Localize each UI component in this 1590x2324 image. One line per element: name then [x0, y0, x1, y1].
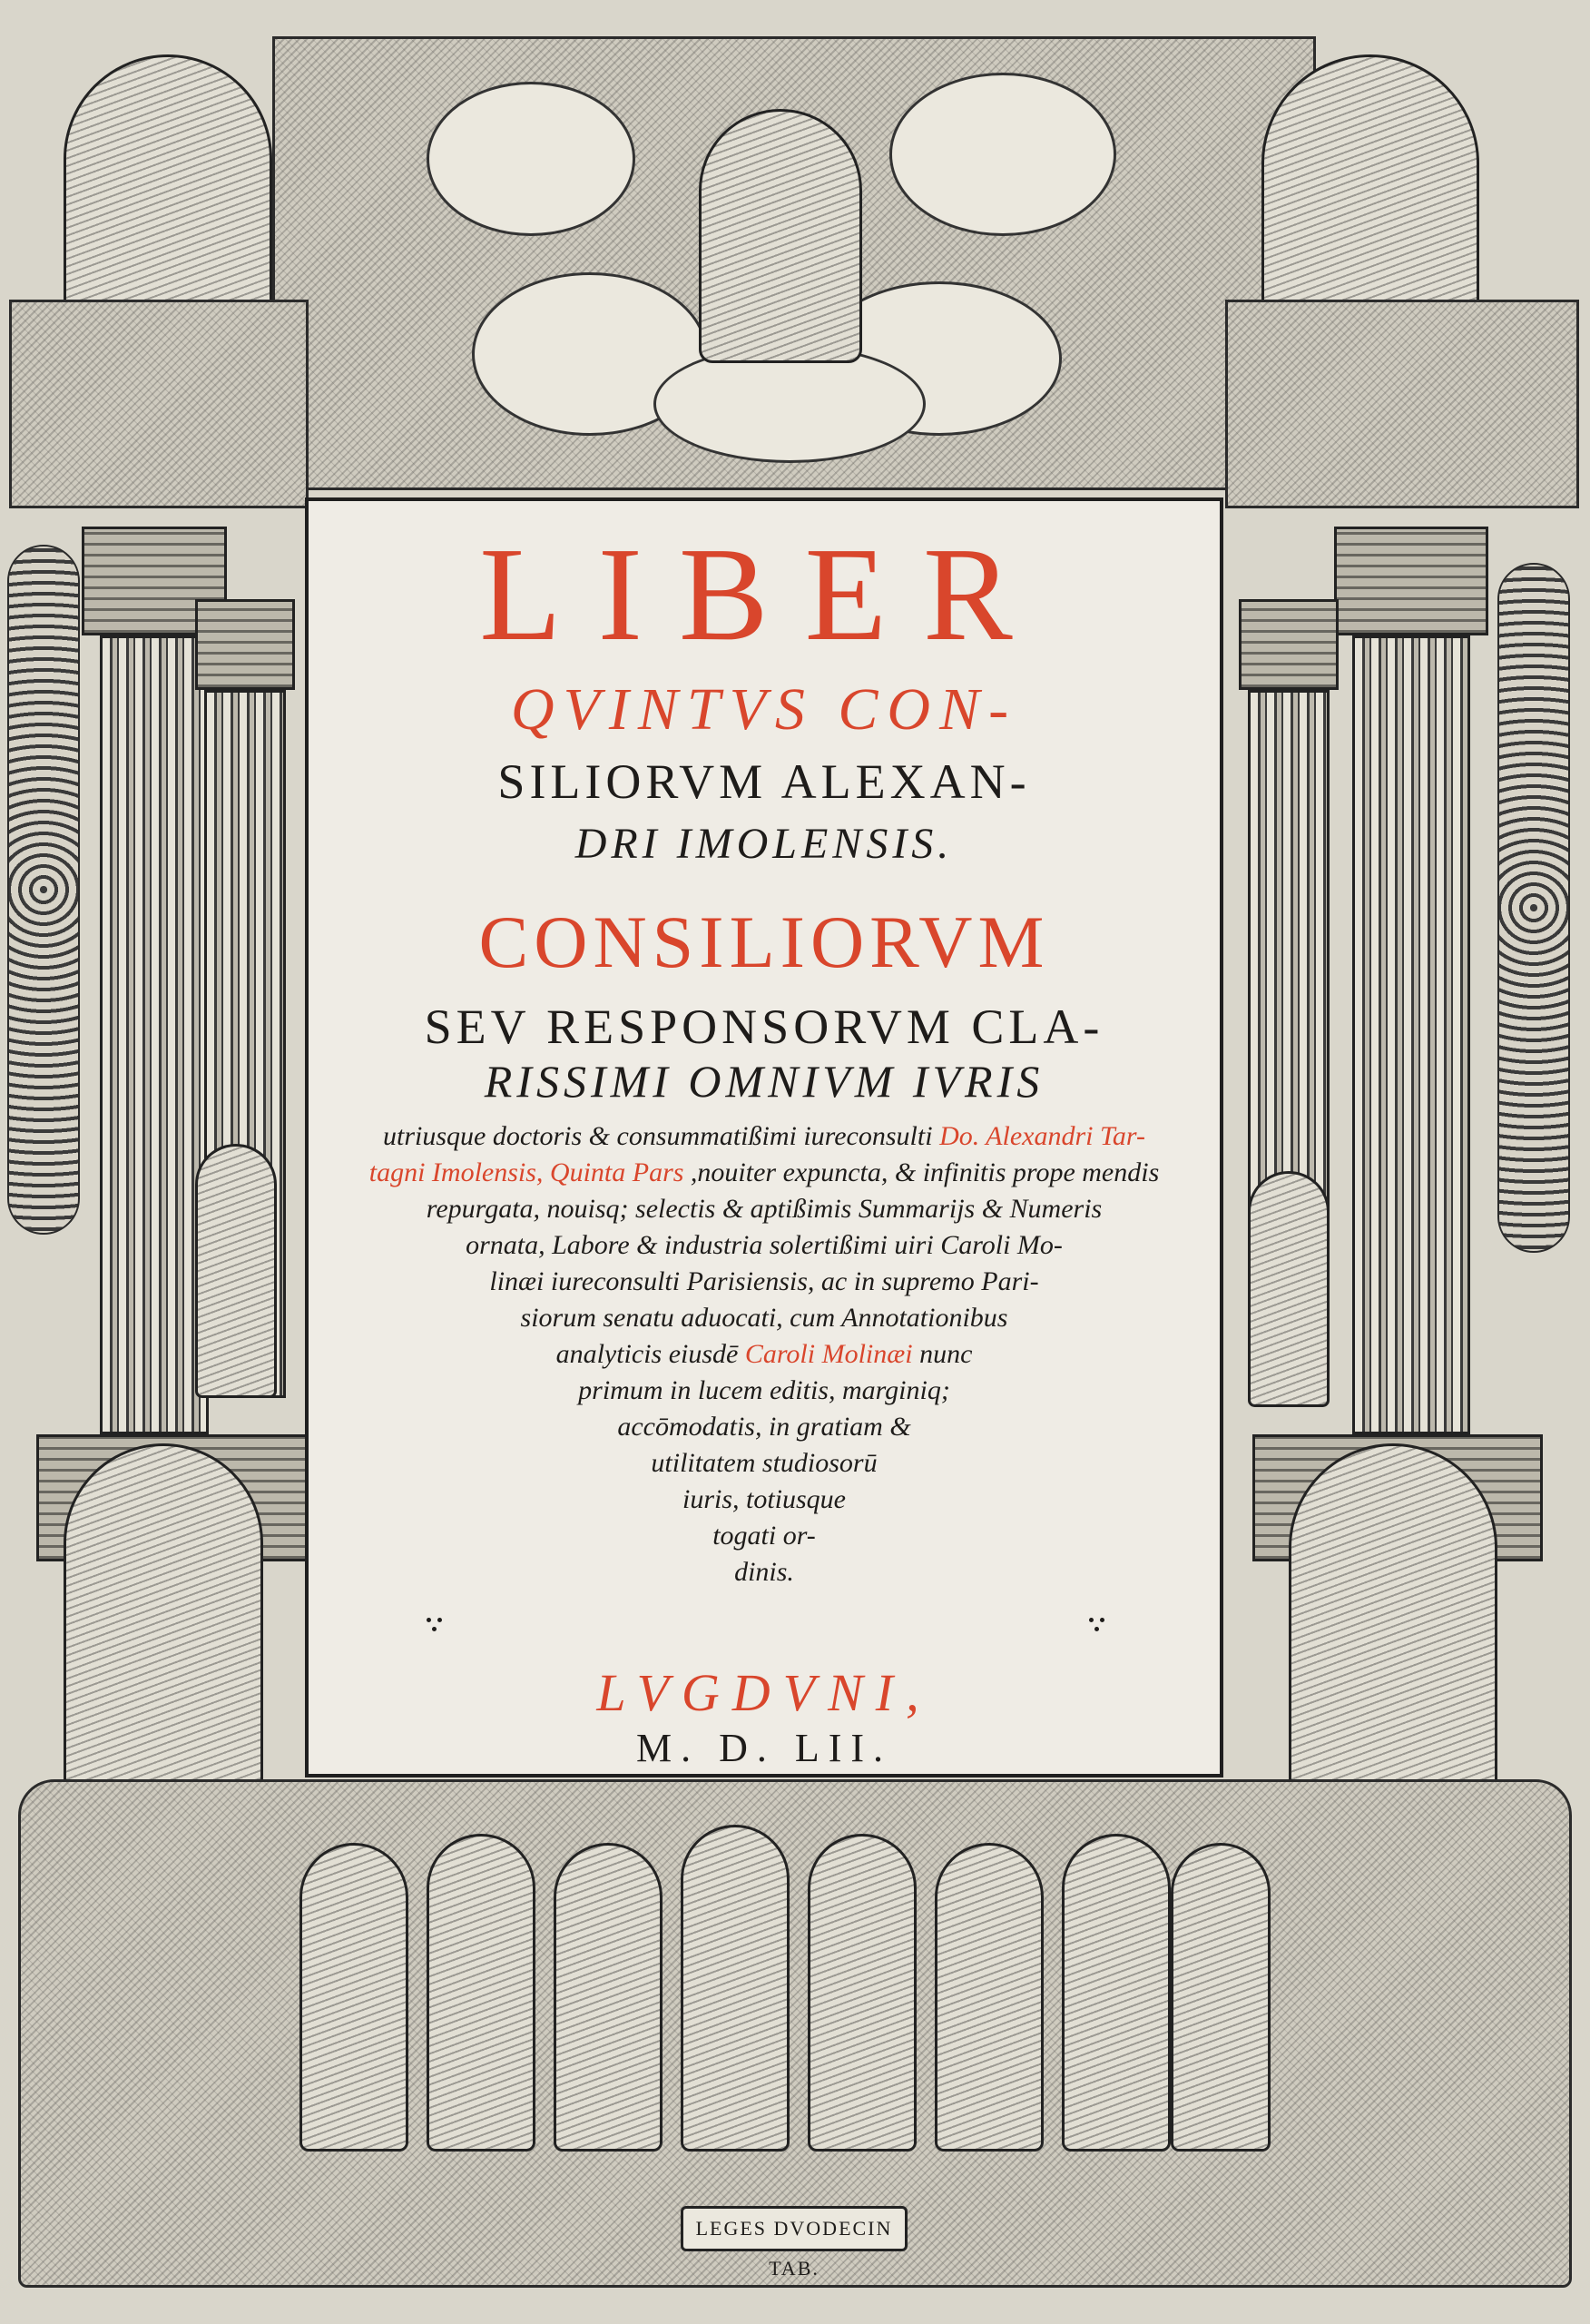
- body-line: [309, 1554, 1220, 1590]
- right-cherub-figure: [1248, 1171, 1330, 1407]
- title-quintus: QVINTVS CON-: [510, 676, 1018, 743]
- title-siliorum: SILIORVM ALEXAN-: [497, 754, 1031, 809]
- left-inner-column-capital: [195, 599, 295, 690]
- left-fruit-garland: [7, 545, 80, 1235]
- leges-scroll-label: LEGES DVODECIN TAB.: [681, 2206, 908, 2251]
- entablature-left: [9, 300, 309, 508]
- council-figure-1: [299, 1843, 408, 2152]
- text-run: ornata, Labore & industria solertißimi uiri Caroli Mo-: [466, 1230, 1063, 1260]
- council-figure-4: [681, 1825, 790, 2152]
- council-figure-8: [1171, 1843, 1271, 2152]
- cloud-1: [427, 82, 635, 236]
- ornament-dots-right: [1089, 1618, 1107, 1636]
- ornament-dots-left: [427, 1618, 445, 1636]
- text-run: utriusque doctoris & consummatißimi iureconsulti: [383, 1121, 940, 1151]
- justice-figure: [699, 109, 862, 363]
- body-line: [309, 1118, 1220, 1155]
- left-cherub-figure: [195, 1144, 277, 1398]
- text-run: utilitatem studiosorū: [651, 1448, 878, 1478]
- body-line: [309, 1336, 1220, 1373]
- subtitle-rissimi: RISSIMI OMNIVM IVRIS: [484, 1056, 1045, 1107]
- left-column-shaft: [100, 635, 209, 1434]
- council-figure-3: [554, 1843, 662, 2152]
- text-run: dinis.: [734, 1557, 794, 1587]
- text-run: togati or-: [712, 1521, 816, 1551]
- council-figure-5: [808, 1834, 917, 2152]
- body-line: [309, 1445, 1220, 1482]
- body-line: [309, 1409, 1220, 1445]
- right-inner-column-capital: [1239, 599, 1339, 690]
- body-line: [309, 1155, 1220, 1191]
- text-run: linæi iureconsulti Parisiensis, ac in supremo Pari-: [489, 1266, 1039, 1296]
- right-column-capital: [1334, 527, 1488, 635]
- council-figure-2: [427, 1834, 535, 2152]
- body-line: [309, 1191, 1220, 1227]
- text-run: repurgata, nouisq; selectis & aptißimis Summarijs & Numeris: [426, 1194, 1103, 1224]
- body-line: [309, 1300, 1220, 1336]
- text-run: nunc: [912, 1339, 973, 1369]
- title-text-panel: [305, 497, 1223, 1777]
- body-line: [309, 1482, 1220, 1518]
- cloud-2: [889, 73, 1116, 236]
- text-run: primum in lucem editis, marginiq;: [578, 1375, 950, 1405]
- subtitle-seu: SEV RESPONSORVM CLA-: [424, 1000, 1104, 1054]
- title-liber: LIBER: [479, 520, 1049, 669]
- right-fruit-garland: [1497, 563, 1570, 1253]
- text-run: ,nouiter expuncta, & infinitis prope mendis: [683, 1157, 1160, 1187]
- title-dri-imolensis: DRI IMOLENSIS.: [574, 820, 954, 868]
- body-line: [309, 1518, 1220, 1554]
- imprint-year: M. D. LII.: [635, 1726, 893, 1770]
- red-text-run: Caroli Molinæi: [744, 1339, 913, 1369]
- body-line: [309, 1264, 1220, 1300]
- red-text-run: Do. Alexandri Tar-: [939, 1121, 1145, 1151]
- imprint-place: LVGDVNI,: [596, 1663, 932, 1722]
- text-run: accōmodatis, in gratiam &: [617, 1412, 911, 1442]
- council-figure-6: [935, 1843, 1044, 2152]
- text-run: iuris, totiusque: [682, 1484, 846, 1514]
- body-line: [309, 1373, 1220, 1409]
- text-run: siorum senatu aduocati, cum Annotationibus: [520, 1303, 1008, 1333]
- right-column-shaft: [1352, 635, 1470, 1434]
- red-text-run: tagni Imolensis, Quinta Pars: [368, 1157, 684, 1187]
- text-run: analyticis eiusdē: [555, 1339, 745, 1369]
- subtitle-consiliorum: CONSILIORVM: [478, 901, 1050, 983]
- council-figure-7: [1062, 1834, 1171, 2152]
- body-line: [309, 1227, 1220, 1264]
- entablature-right: [1225, 300, 1579, 508]
